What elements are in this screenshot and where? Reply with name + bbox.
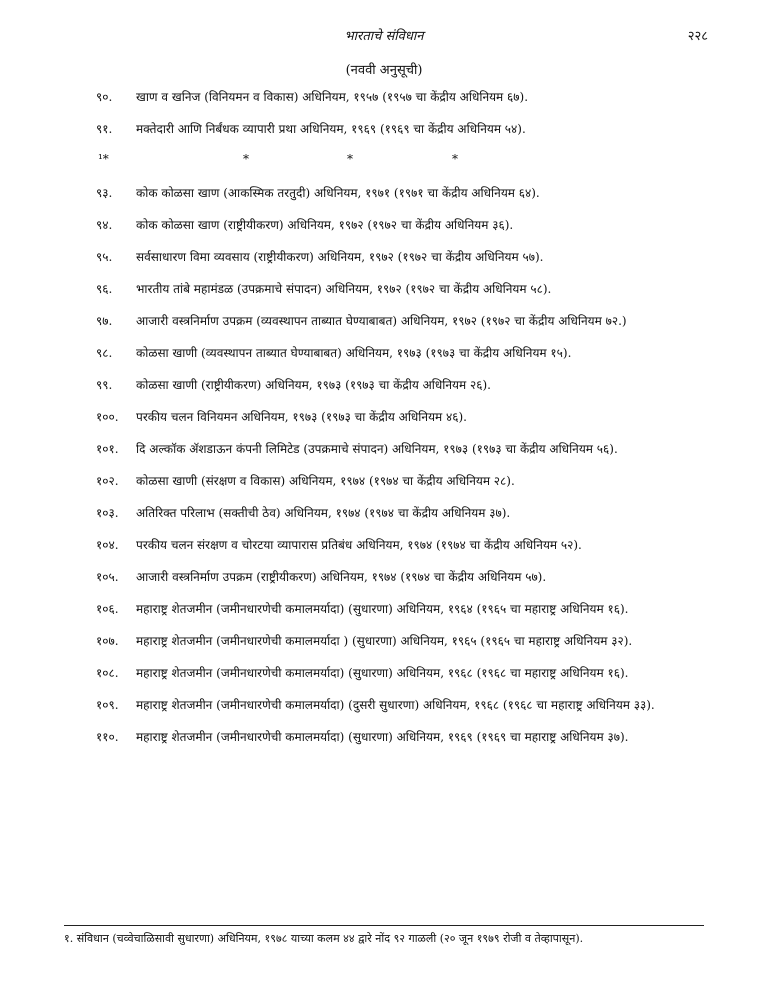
- list-item: [0, 600, 768, 622]
- entry-text: मक्तेदारी आणि निर्बंधक व्यापारी प्रथा अधिनियम, १९६९ (१९६९ चा केंद्रीय अधिनियम ५४).: [136, 122, 526, 136]
- entry-text: महाराष्ट्र शेतजमीन (जमीनधारणेची कमालमर्यादा) (सुधारणा) अधिनियम, १९६८ (१९६८ चा महाराष्ट्र अधिनियम १६).: [136, 666, 629, 680]
- list-item: [0, 184, 768, 206]
- asterisk: *: [452, 152, 458, 166]
- entry-number: ९८.: [96, 346, 113, 360]
- entry-number: १००.: [96, 410, 119, 424]
- schedule-title: (नववी अनुसूची): [345, 63, 423, 78]
- entry-number: १०२.: [96, 474, 119, 488]
- entry-text: आजारी वस्त्रनिर्माण उपक्रम (राष्ट्रीयीकरण) अधिनियम, १९७४ (१९७४ चा केंद्रीय अधिनियम ५७).: [136, 570, 547, 584]
- footnote: १. संविधान (चव्वेचाळिसावी सुधारणा) अधिनियम, १९७८ याच्या कलम ४४ द्वारे नोंद ९२ गाळली (२० जून १९७९ रोजी व तेव्हापासून).: [64, 932, 584, 945]
- footnote-divider: [64, 925, 704, 926]
- entry-number: १०९.: [96, 698, 119, 712]
- list-item: [0, 376, 768, 398]
- list-item: [0, 344, 768, 366]
- entry-text: भारतीय तांबे महामंडळ (उपक्रमाचे संपादन) अधिनियम, १९७२ (१९७२ चा केंद्रीय अधिनियम ५८).: [136, 282, 552, 296]
- list-item: [0, 408, 768, 430]
- entry-number: १०७.: [96, 634, 119, 648]
- entry-text: कोळसा खाणी (संरक्षण व विकास) अधिनियम, १९७४ (१९७४ चा केंद्रीय अधिनियम २८).: [136, 474, 515, 488]
- list-item: [0, 664, 768, 686]
- entry-number: १०८.: [96, 666, 119, 680]
- entry-text: कोक कोळसा खाण (राष्ट्रीयीकरण) अधिनियम, १९७२ (१९७२ चा केंद्रीय अधिनियम ३६).: [136, 218, 514, 232]
- entry-number: ९३.: [96, 186, 113, 200]
- entry-text: आजारी वस्त्रनिर्माण उपक्रम (व्यवस्थापन ताब्यात घेण्याबाबत) अधिनियम, १९७२ (१९७२ चा केंद्रीय अधिनियम ७२.): [136, 314, 627, 328]
- entry-number: १०६.: [96, 602, 119, 616]
- entry-text: अतिरिक्त परिलाभ (सक्तीची ठेव) अधिनियम, १९७४ (१९७४ चा केंद्रीय अधिनियम ३७).: [136, 506, 511, 520]
- entry-text: दि अल्कॉक ॲशडाऊन कंपनी लिमिटेड (उपक्रमाचे संपादन) अधिनियम, १९७३ (१९७३ चा केंद्रीय अधिनियम ५६).: [136, 442, 618, 456]
- entry-number: ११०.: [96, 730, 119, 744]
- entry-number: ९४.: [96, 218, 113, 232]
- entry-number: ९९.: [96, 378, 113, 392]
- entry-number: ९०.: [96, 90, 113, 104]
- entry-text: महाराष्ट्र शेतजमीन (जमीनधारणेची कमालमर्यादा) (सुधारणा) अधिनियम, १९६९ (१९६९ चा महाराष्ट्र अधिनियम ३७).: [136, 730, 629, 744]
- list-item: [0, 312, 768, 334]
- list-item: [0, 280, 768, 302]
- entry-text: महाराष्ट्र शेतजमीन (जमीनधारणेची कमालमर्यादा) (दुसरी सुधारणा) अधिनियम, १९६८ (१९६८ चा महाराष्ट्र अधिनियम ३३).: [136, 698, 655, 712]
- list-item: [0, 696, 768, 718]
- running-title: भारताचे संविधान: [344, 29, 424, 44]
- entry-text: कोक कोळसा खाण (आकस्मिक तरतुदी) अधिनियम, १९७१ (१९७१ चा केंद्रीय अधिनियम ६४).: [136, 186, 540, 200]
- entry-text: महाराष्ट्र शेतजमीन (जमीनधारणेची कमालमर्यादा ) (सुधारणा) अधिनियम, १९६५ (१९६५ चा महाराष्ट्र अधिनियम ३२).: [136, 634, 633, 648]
- entry-number: ९७.: [96, 314, 113, 328]
- list-item: [0, 248, 768, 270]
- entry-number: १०१.: [96, 442, 119, 456]
- list-item: [0, 440, 768, 462]
- list-item: [0, 632, 768, 654]
- asterisk: *: [347, 152, 353, 166]
- entry-number: ९६.: [96, 282, 113, 296]
- footnote-marker: ¹*: [98, 152, 109, 166]
- entry-text: कोळसा खाणी (राष्ट्रीयीकरण) अधिनियम, १९७३ (१९७३ चा केंद्रीय अधिनियम २६).: [136, 378, 491, 392]
- list-item: [0, 536, 768, 558]
- entry-text: परकीय चलन विनियमन अधिनियम, १९७३ (१९७३ चा केंद्रीय अधिनियम ४६).: [136, 410, 467, 424]
- list-item: [0, 88, 768, 110]
- entry-text: खाण व खनिज (विनियमन व विकास) अधिनियम, १९५७ (१९५७ चा केंद्रीय अधिनियम ६७).: [136, 90, 529, 104]
- entry-number: १०४.: [96, 538, 119, 552]
- entry-text: परकीय चलन संरक्षण व चोरटया व्यापारास प्रतिबंध अधिनियम, १९७४ (१९७४ चा केंद्रीय अधिनियम ५२).: [136, 538, 582, 552]
- entry-number: १०३.: [96, 506, 119, 520]
- entry-number: ९५.: [96, 250, 113, 264]
- page-header: [0, 26, 768, 46]
- list-item: [0, 120, 768, 142]
- entry-text: महाराष्ट्र शेतजमीन (जमीनधारणेची कमालमर्यादा) (सुधारणा) अधिनियम, १९६४ (१९६५ चा महाराष्ट्र अधिनियम १६).: [136, 602, 629, 616]
- entry-text: कोळसा खाणी (व्यवस्थापन ताब्यात घेण्याबाबत) अधिनियम, १९७३ (१९७३ चा केंद्रीय अधिनियम १५).: [136, 346, 572, 360]
- list-item: [0, 728, 768, 750]
- list-item: [0, 568, 768, 590]
- list-item: [0, 504, 768, 526]
- entry-text: सर्वसाधारण विमा व्यवसाय (राष्ट्रीयीकरण) अधिनियम, १९७२ (१९७२ चा केंद्रीय अधिनियम ५७).: [136, 250, 544, 264]
- entry-number: ९१.: [96, 122, 113, 136]
- page-number: २२८: [687, 29, 708, 44]
- list-item: [0, 216, 768, 238]
- list-item: [0, 472, 768, 494]
- entry-number: १०५.: [96, 570, 119, 584]
- asterisk: *: [243, 152, 249, 166]
